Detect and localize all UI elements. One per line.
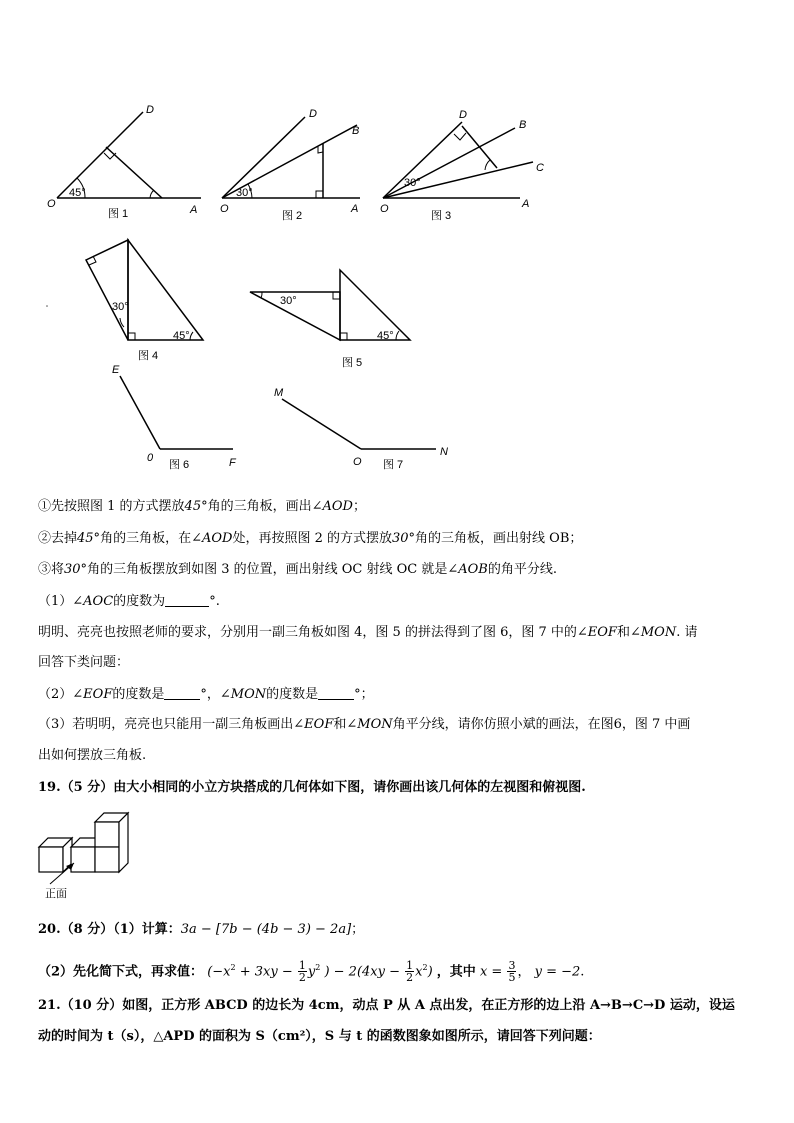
fig3-label-o: O bbox=[380, 203, 389, 215]
fig6-label-e: E bbox=[112, 364, 120, 376]
fig5-angle-30: 30° bbox=[280, 295, 297, 307]
fig2-angle: 30° bbox=[236, 187, 253, 199]
fig7-label-o: O bbox=[353, 456, 362, 468]
question-3: （3）若明明，亮亮也只能用一副三角板画出∠EOF和∠MON角平分线，请你仿照小斌的画法，在图6，图 7 中画 bbox=[38, 717, 691, 732]
fig1-label-d: D bbox=[146, 104, 154, 116]
fig1-label-a: A bbox=[190, 204, 198, 216]
fig4-angle-30: 30° bbox=[112, 301, 129, 313]
fig1-angle: 45° bbox=[69, 187, 86, 199]
paragraph-ming-cont: 回答下类问题： bbox=[38, 655, 130, 670]
problem-21: 21.（10 分）如图，正方形 ABCD 的边长为 4cm，动点 P 从 A 点出发，在正方形的边上沿 A→B→C→D 运动，设运 bbox=[38, 998, 735, 1013]
fig2-label-b: B bbox=[352, 125, 360, 137]
fig3-label-c: C bbox=[536, 162, 544, 174]
fig3-label-a: A bbox=[522, 198, 530, 210]
fig7-label-n: N bbox=[440, 446, 448, 458]
fig3-angle: 30° bbox=[404, 177, 421, 189]
problem-21-cont: 动的时间为 t（s），△APD 的面积为 S（cm²），S 与 t 的函数图象如图所示，请回答下列问题： bbox=[38, 1029, 601, 1044]
fig3-label-b: B bbox=[519, 119, 527, 131]
fig6-caption: 图 6 bbox=[169, 459, 190, 471]
fig3-label-d: D bbox=[459, 109, 467, 121]
fig1-label-o: O bbox=[47, 198, 56, 210]
step-3: ③将30°角的三角板摆放到如图 3 的位置，画出射线 OC 射线 OC 就是∠AOB的角平分线. bbox=[38, 562, 557, 577]
fig4-angle-45: 45° bbox=[173, 330, 190, 342]
fig2-label-o: O bbox=[220, 203, 229, 215]
fig1-caption: 图 1 bbox=[108, 208, 129, 220]
step-2: ②去掉45°角的三角板，在∠AOD处，再按照图 2 的方式摆放30°角的三角板，画出射线 OB； bbox=[38, 531, 583, 546]
fig2-label-a: A bbox=[351, 203, 359, 215]
cubes-caption: 正面 bbox=[45, 888, 67, 900]
problem-20-2: （2）先化简下式，再求值： ($-x^2 + 3xy$ − $\frac{1}{2}$ $y^2$ ) − 2(4xy − $\frac{1}{2}$ $x^2$) ，其中 x = $\frac{3}{5}$ ， y = −2. bbox=[38, 959, 585, 985]
question-3-cont: 出如何摆放三角板. bbox=[38, 748, 147, 763]
fig7-label-m: M bbox=[274, 387, 284, 399]
fig6-label-f: F bbox=[229, 457, 236, 469]
fig6-label-o: 0 bbox=[147, 452, 154, 464]
step-1: ①先按照图 1 的方式摆放45°角的三角板，画出∠AOD； bbox=[38, 499, 366, 514]
fig7-caption: 图 7 bbox=[383, 459, 404, 471]
fig5-caption: 图 5 bbox=[342, 357, 363, 369]
paragraph-ming: 明明、亮亮也按照老师的要求，分别用一副三角板如图 4，图 5 的拼法得到了图 6，图 7 中的∠EOF和∠MON. 请 bbox=[38, 625, 698, 640]
fig5-angle-45: 45° bbox=[377, 330, 394, 342]
fig4-caption: 图 4 bbox=[138, 350, 159, 362]
fig3-caption: 图 3 bbox=[431, 210, 452, 222]
fig2-caption: 图 2 bbox=[282, 210, 303, 222]
question-1: （1）∠AOC的度数为 °. bbox=[38, 594, 220, 609]
fig2-label-d: D bbox=[309, 108, 317, 120]
problem-20-1: 20.（8 分）（1）计算：3a − [7b − (4b − 3) − 2a]； bbox=[38, 922, 365, 937]
problem-19: 19.（5 分）由大小相同的小立方块搭成的几何体如下图，请你画出该几何体的左视图和俯视图. bbox=[38, 780, 586, 795]
question-2: （2）∠EOF的度数是 °，∠MON的度数是 °； bbox=[38, 687, 374, 702]
